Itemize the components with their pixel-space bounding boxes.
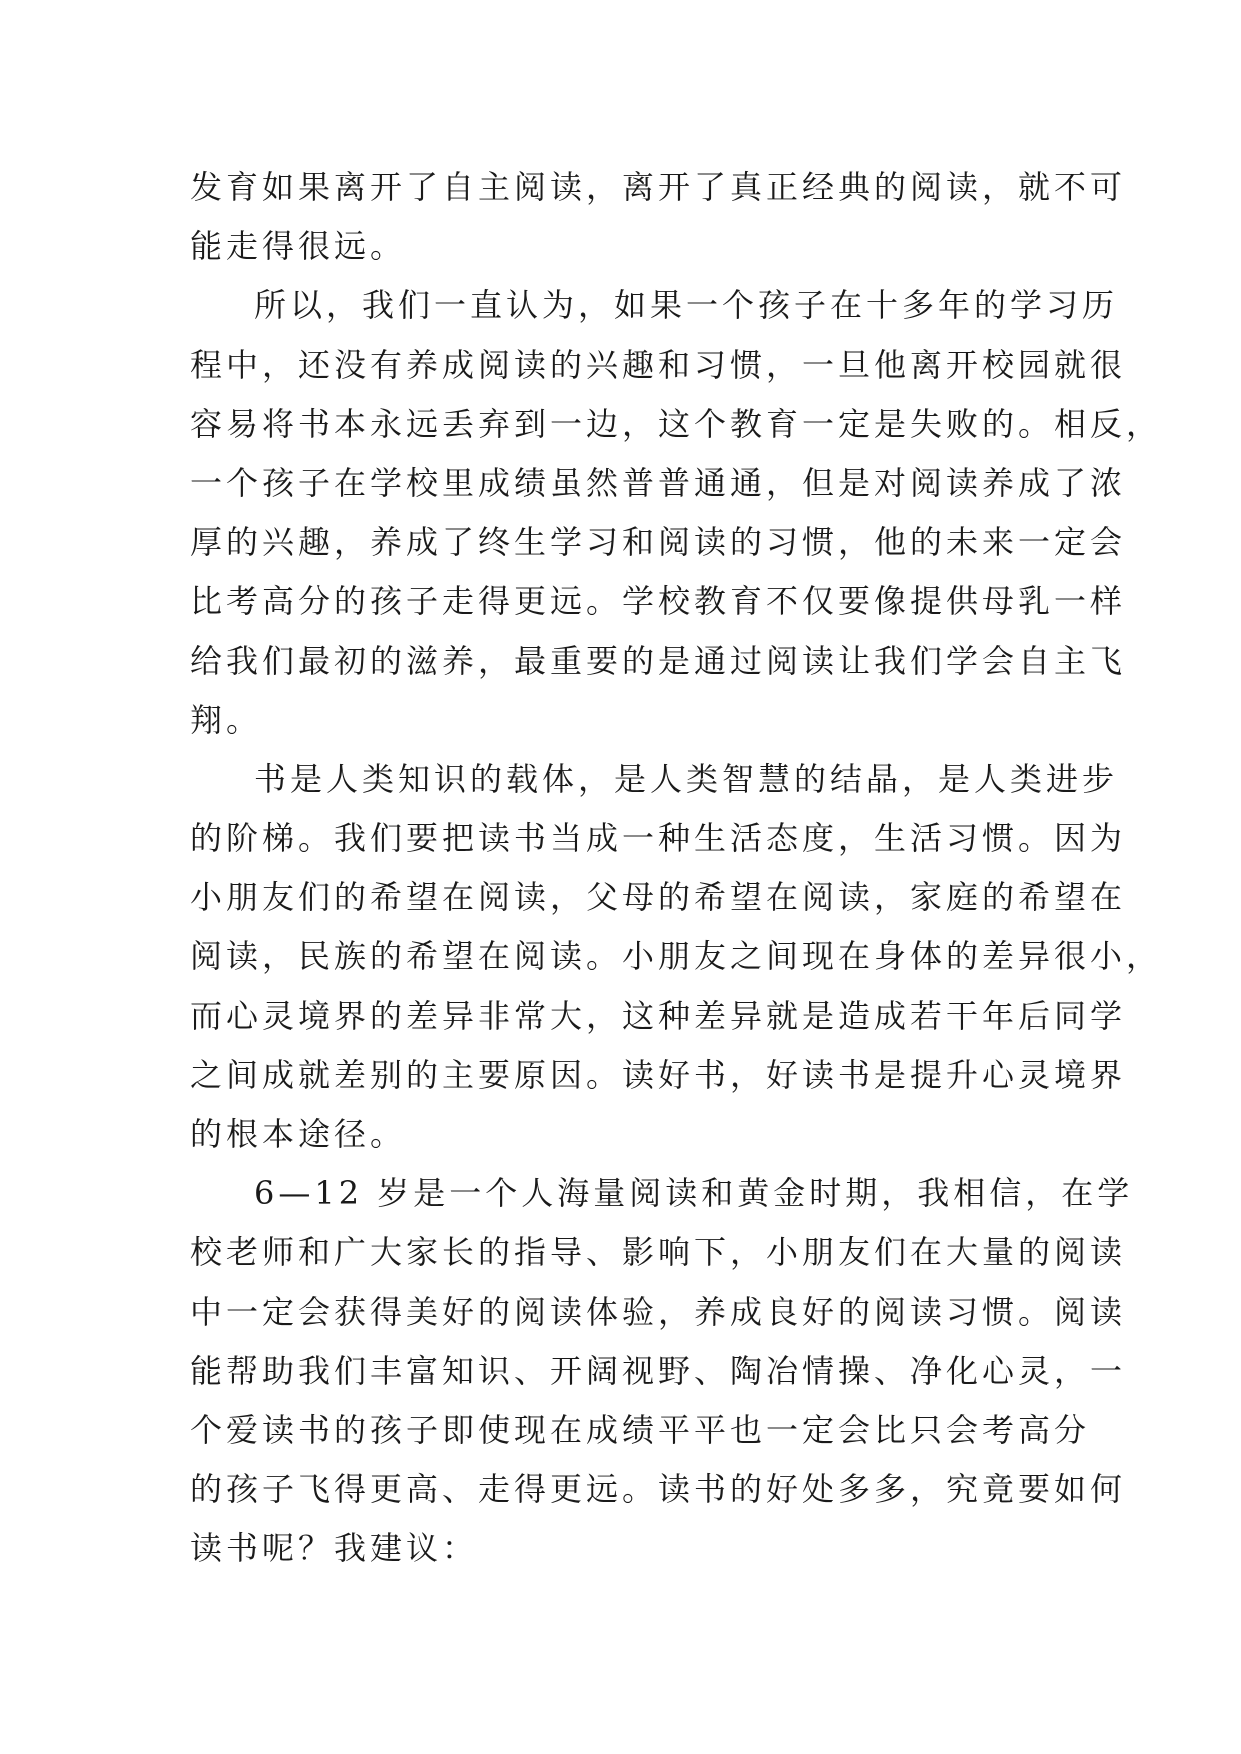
text-line: 书是人类知识的载体，是人类智慧的结晶，是人类进步 <box>254 759 1119 798</box>
text-line: 容易将书本永远丢弃到一边，这个教育一定是失败的。相反， <box>190 404 1163 443</box>
text-line: 给我们最初的滋养，最重要的是通过阅读让我们学会自主飞 <box>190 641 1127 680</box>
text-line: 能走得很远。 <box>190 227 407 266</box>
text-line: 6—12 岁是一个人海量阅读和黄金时期，我相信，在学 <box>254 1174 1134 1213</box>
text-line: 的根本途径。 <box>190 1115 407 1153</box>
text-line: 的孩子飞得更高、走得更远。读书的好处多多，究竟要如何 <box>190 1470 1127 1509</box>
text-line: 厚的兴趣，养成了终生学习和阅读的习惯，他的未来一定会 <box>190 523 1127 562</box>
body-text <box>190 158 1163 1579</box>
text-line: 翔。 <box>190 700 263 739</box>
text-line: 校老师和广大家长的指导、影响下，小朋友们在大量的阅读 <box>190 1233 1127 1272</box>
text-line: 发育如果离开了自主阅读，离开了真正经典的阅读，就不可 <box>190 168 1127 206</box>
text-line: 阅读，民族的希望在阅读。小朋友之间现在身体的差异很小， <box>190 937 1163 976</box>
text-line: 中一定会获得美好的阅读体验，养成良好的阅读习惯。阅读 <box>190 1292 1127 1331</box>
text-line: 比考高分的孩子走得更远。学校教育不仅要像提供母乳一样 <box>190 582 1127 621</box>
text-line: 之间成就差别的主要原因。读好书，好读书是提升心灵境界 <box>190 1055 1127 1094</box>
text-line: 而心灵境界的差异非常大，这种差异就是造成若干年后同学 <box>190 996 1127 1035</box>
text-line: 个爱读书的孩子即使现在成绩平平也一定会比只会考高分 <box>190 1410 1091 1449</box>
text-line: 程中，还没有养成阅读的兴趣和习惯，一旦他离开校园就很 <box>190 345 1127 384</box>
text-line: 能帮助我们丰富知识、开阔视野、陶冶情操、净化心灵，一 <box>190 1351 1127 1390</box>
text-line: 小朋友们的希望在阅读，父母的希望在阅读，家庭的希望在 <box>190 878 1127 917</box>
text-line: 读书呢？我建议： <box>190 1529 479 1568</box>
text-line: 所以，我们一直认为，如果一个孩子在十多年的学习历 <box>254 286 1119 325</box>
text-line: 的阶梯。我们要把读书当成一种生活态度，生活习惯。因为 <box>190 819 1127 858</box>
text-line: 一个孩子在学校里成绩虽然普普通通，但是对阅读养成了浓 <box>190 463 1127 502</box>
